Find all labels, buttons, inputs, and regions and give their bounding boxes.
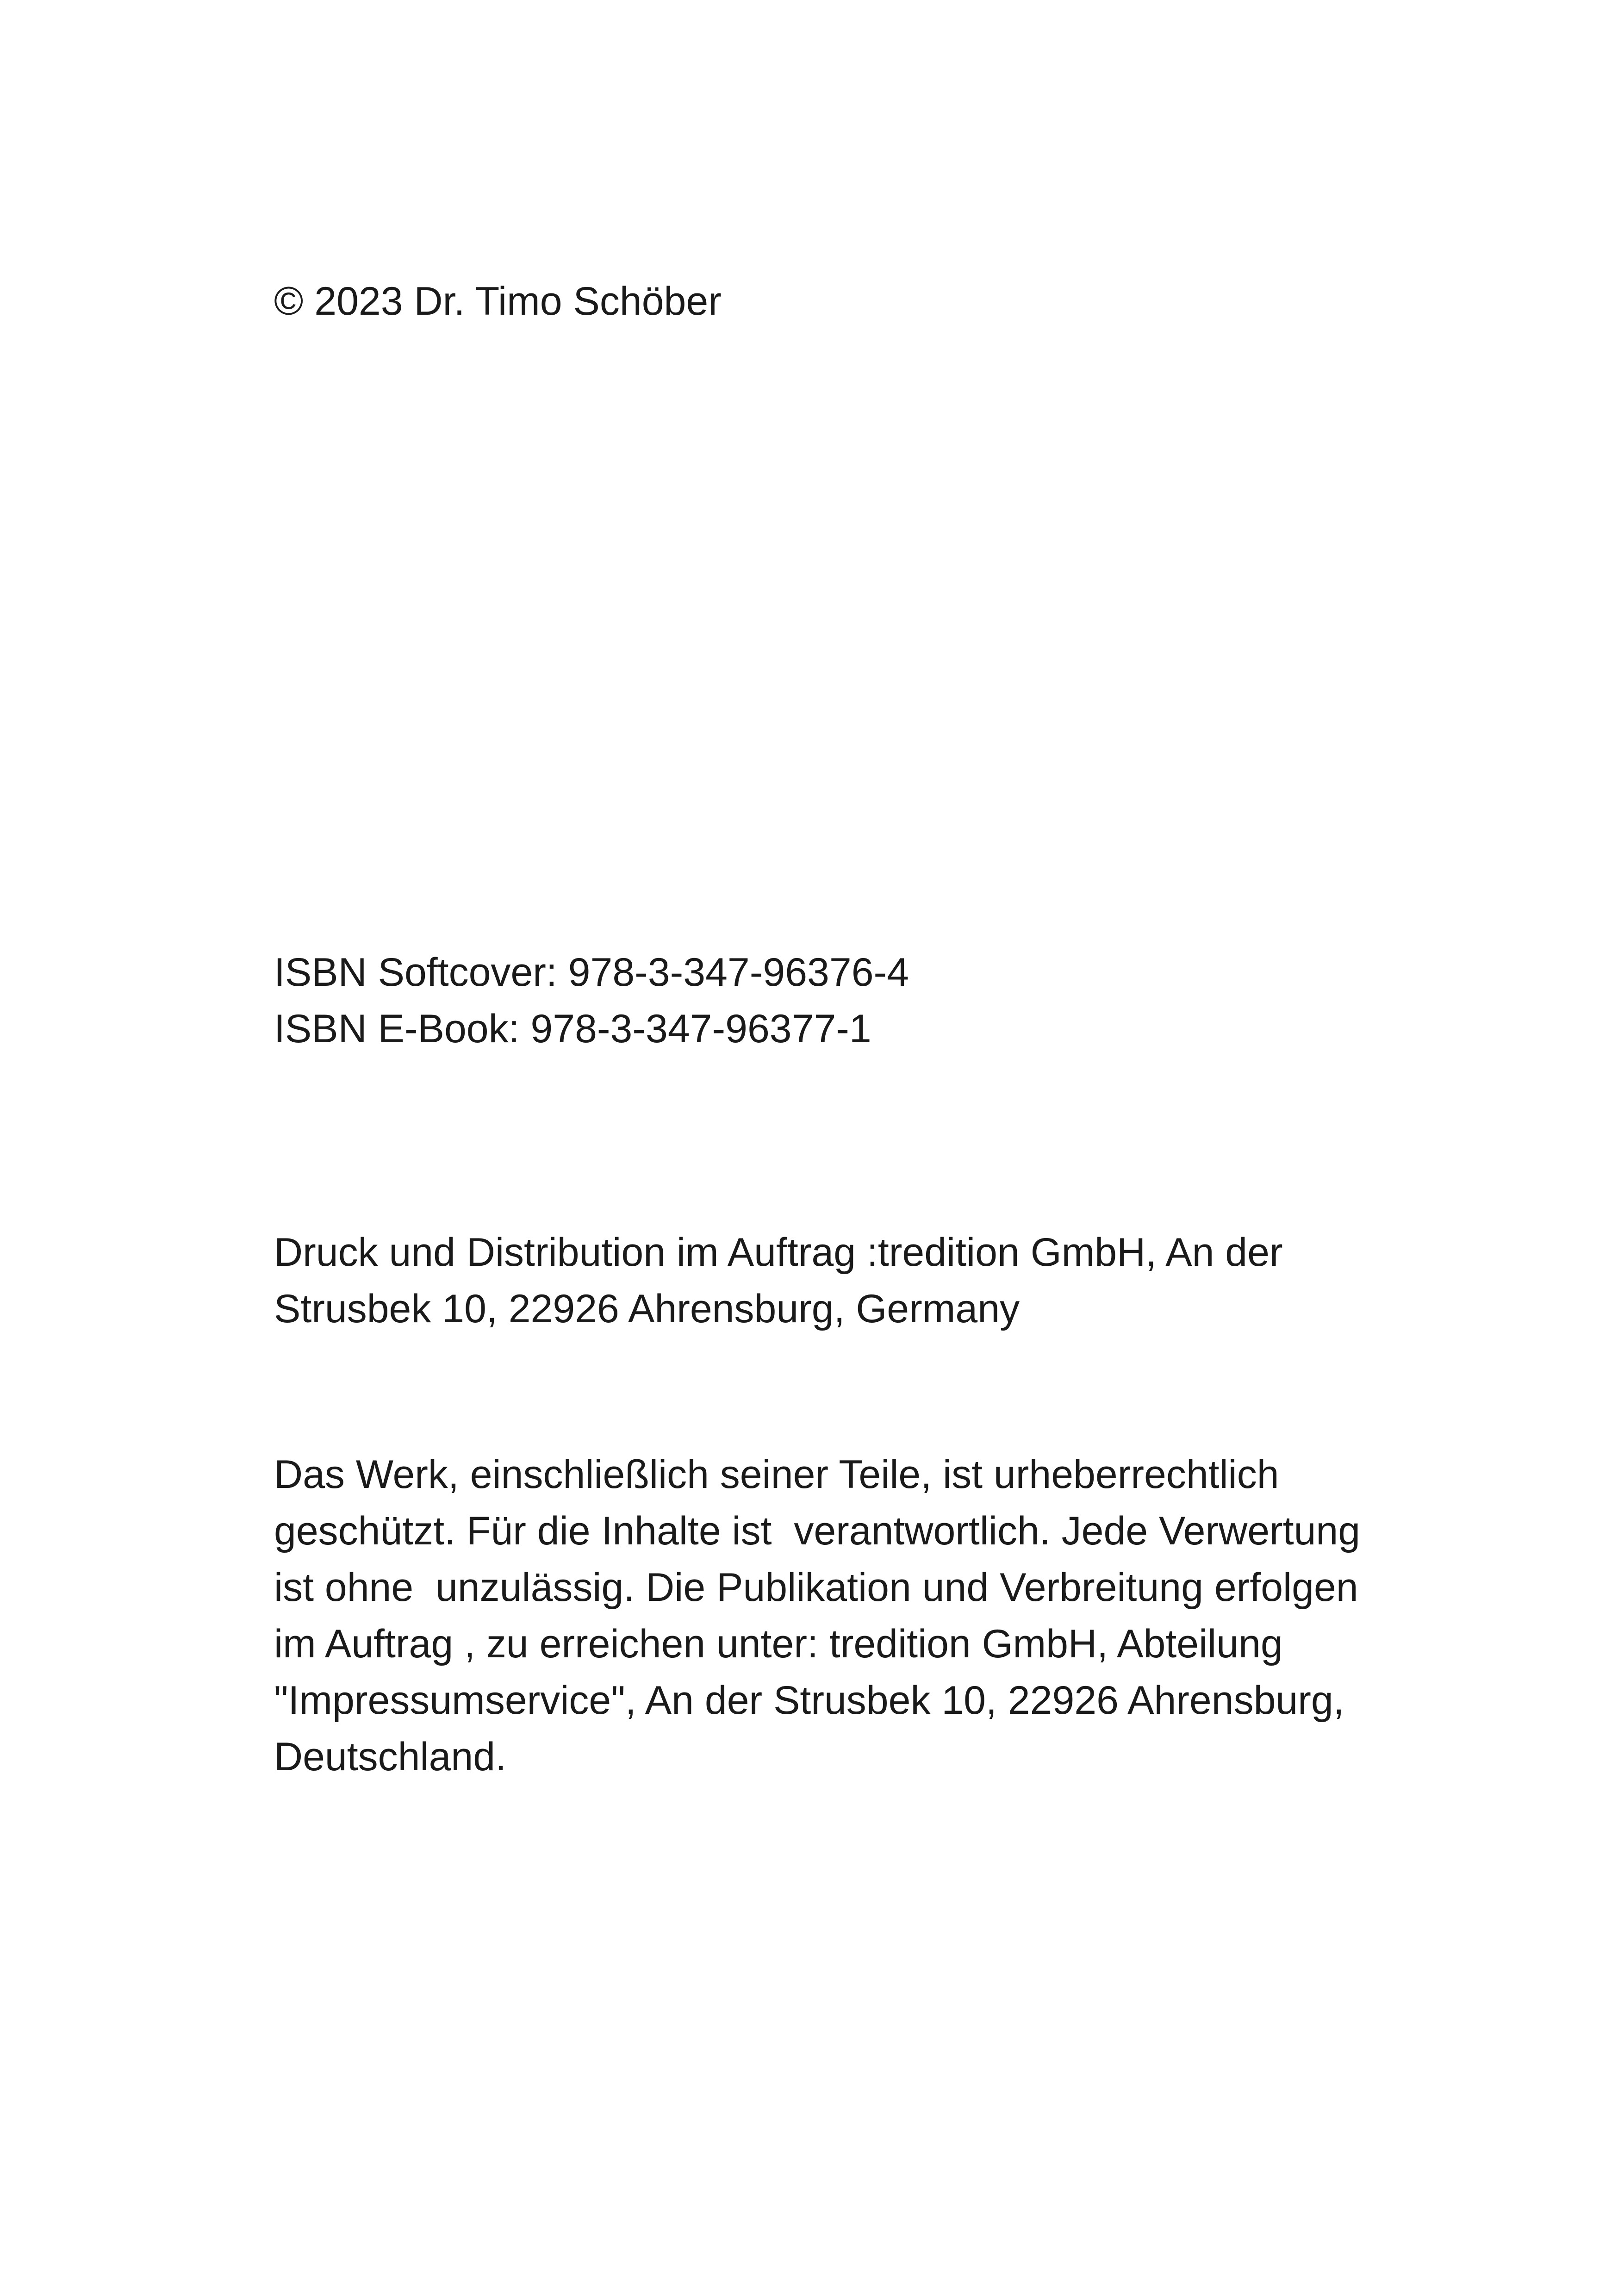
- rights-line-5: "Impressumservice", An der Strusbek 10, 22926 Ahrensburg,: [274, 1678, 1344, 1723]
- rights-line-6: Deutschland.: [274, 1735, 506, 1779]
- printing-distribution-notice: [274, 1224, 1283, 1337]
- rights-line-4: im Auftrag , zu erreichen unter: tredition GmbH, Abteilung: [274, 1622, 1283, 1666]
- printing-line-1: Druck und Distribution im Auftrag :tredition GmbH, An der: [274, 1230, 1283, 1275]
- isbn-ebook: ISBN E-Book: 978-3-347-96377-1: [274, 1007, 871, 1051]
- isbn-block: [274, 944, 909, 1057]
- isbn-softcover: ISBN Softcover: 978-3-347-96376-4: [274, 950, 909, 995]
- copyright-line: © 2023 Dr. Timo Schöber: [274, 279, 722, 324]
- copyright-notice: [274, 273, 722, 330]
- rights-line-3: ist ohne unzulässig. Die Publikation und Verbreitung erfolgen: [274, 1565, 1358, 1610]
- printing-line-2: Strusbek 10, 22926 Ahrensburg, Germany: [274, 1287, 1020, 1331]
- rights-line-1: Das Werk, einschließlich seiner Teile, ist urheberrechtlich: [274, 1452, 1279, 1497]
- copyright-rights-notice: [274, 1446, 1360, 1785]
- rights-line-2: geschützt. Für die Inhalte ist verantwortlich. Jede Verwertung: [274, 1509, 1361, 1553]
